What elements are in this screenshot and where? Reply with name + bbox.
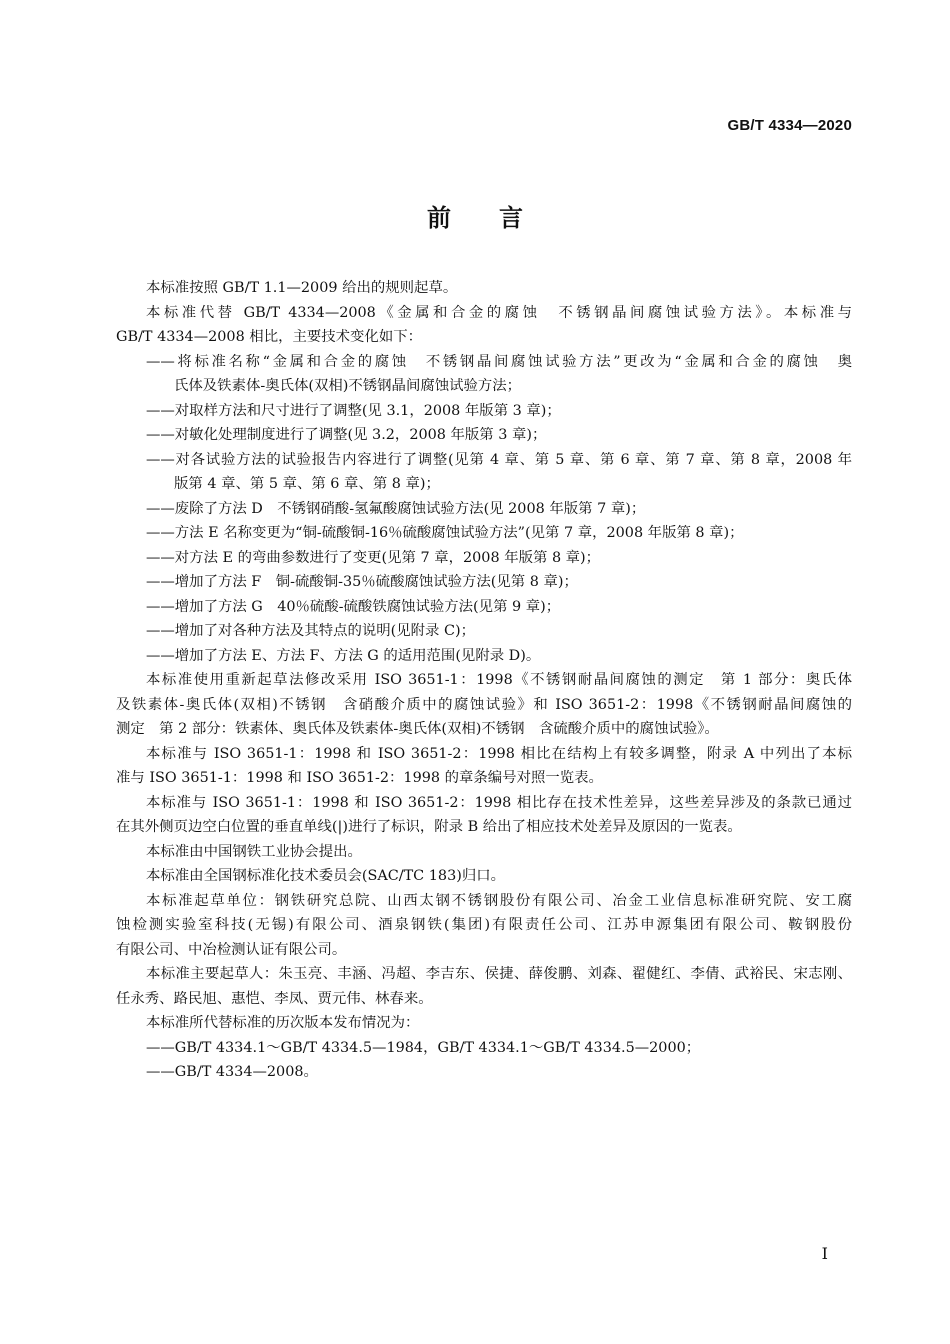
text-line: 在其外侧页边空白位置的垂直单线(|)进行了标识，附录 B 给出了相应技术处差异及原因的一览表。 bbox=[116, 819, 742, 835]
list-item: ——对各试验方法的试验报告内容进行了调整(见第 4 章、第 5 章、第 6 章、第 7 章、第 8 章，2008 年 bbox=[146, 451, 852, 468]
list-item: ——GB/T 4334.1～GB/T 4334.5—1984，GB/T 4334.1～GB/T 4334.5—2000； bbox=[146, 1039, 701, 1056]
text-line: 本标准起草单位：钢铁研究总院、山西太钢不锈钢股份有限公司、冶金工业信息标准研究院、安工腐 bbox=[146, 892, 852, 909]
standard-code: GB/T 4334—2020 bbox=[727, 117, 852, 134]
text-line: GB/T 4334—2008 相比，主要技术变化如下： bbox=[116, 329, 422, 345]
list-item: ——增加了对各种方法及其特点的说明(见附录 C)； bbox=[146, 623, 476, 639]
text-line: 本标准与 ISO 3651-1：1998 和 ISO 3651-2：1998 相比在结构上有较多调整，附录 A 中列出了本标 bbox=[146, 745, 852, 762]
text-line: 及铁素体-奥氏体(双相)不锈钢 含硝酸介质中的腐蚀试验》和 ISO 3651-2：1998《不锈钢耐晶间腐蚀的 bbox=[116, 696, 852, 713]
list-item: ——方法 E 名称变更为“铜-硫酸铜-16％硫酸腐蚀试验方法”(见第 7 章，2008 年版第 8 章)； bbox=[146, 525, 744, 541]
list-item: ——增加了方法 E、方法 F、方法 G 的适用范围(见附录 D)。 bbox=[146, 647, 541, 664]
text-line: 本标准由全国钢标准化技术委员会(SAC/TC 183)归口。 bbox=[146, 868, 506, 884]
list-item: ——对方法 E 的弯曲参数进行了变更(见第 7 章，2008 年版第 8 章)； bbox=[146, 549, 601, 566]
list-item: ——GB/T 4334—2008。 bbox=[146, 1064, 318, 1080]
list-item-cont: 氏体及铁素体-奥氏体(双相)不锈钢晶间腐蚀试验方法； bbox=[174, 378, 522, 394]
list-item: ——增加了方法 G 40％硫酸-硫酸铁腐蚀试验方法(见第 9 章)； bbox=[146, 598, 561, 615]
list-item: ——将标准名称“金属和合金的腐蚀 不锈钢晶间腐蚀试验方法”更改为“金属和合金的腐蚀 奥 bbox=[146, 353, 852, 370]
list-item: ——对敏化处理制度进行了调整(见 3.2，2008 年版第 3 章)； bbox=[146, 427, 547, 443]
list-item: ——废除了方法 D 不锈钢硝酸-氢氟酸腐蚀试验方法(见 2008 年版第 7 章)； bbox=[146, 500, 646, 517]
text-line: 本标准按照 GB/T 1.1—2009 给出的规则起草。 bbox=[146, 280, 458, 296]
list-item: ——增加了方法 F 铜-硫酸铜-35％硫酸腐蚀试验方法(见第 8 章)； bbox=[146, 574, 578, 590]
text-line: 本标准代替 GB/T 4334—2008《金属和合金的腐蚀 不锈钢晶间腐蚀试验方法》。本标准与 bbox=[146, 304, 852, 321]
text-line: 任永秀、路民旭、惠恺、李凤、贾元伟、林春来。 bbox=[116, 990, 433, 1007]
text-line: 本标准主要起草人：朱玉亮、丰涵、冯超、李吉东、侯捷、薛俊鹏、刘森、翟健红、李倩、武裕民、宋志刚、 bbox=[146, 966, 852, 982]
page-title: 前言 bbox=[427, 204, 571, 232]
list-item: ——对取样方法和尺寸进行了调整(见 3.1，2008 年版第 3 章)； bbox=[146, 402, 561, 419]
text-line: 准与 ISO 3651-1：1998 和 ISO 3651-2：1998 的章条编号对照一览表。 bbox=[116, 770, 603, 786]
text-line: 蚀检测实验室科技(无锡)有限公司、酒泉钢铁(集团)有限责任公司、江苏申源集团有限公司、鞍钢股份 bbox=[116, 917, 852, 933]
text-line: 有限公司、中冶检测认证有限公司。 bbox=[116, 941, 347, 958]
text-line: 本标准由中国钢铁工业协会提出。 bbox=[146, 843, 362, 860]
page-number: I bbox=[821, 1244, 828, 1263]
list-item-cont: 版第 4 章、第 5 章、第 6 章、第 8 章)； bbox=[174, 476, 440, 492]
text-line: 本标准所代替标准的历次版本发布情况为： bbox=[146, 1015, 420, 1031]
text-line: 本标准使用重新起草法修改采用 ISO 3651-1：1998《不锈钢耐晶间腐蚀的测定 第 1 部分：奥氏体 bbox=[146, 672, 852, 688]
foreword-body bbox=[116, 276, 852, 1085]
text-line: 本标准与 ISO 3651-1：1998 和 ISO 3651-2：1998 相比存在技术性差异，这些差异涉及的条款已通过 bbox=[146, 794, 852, 811]
text-line: 测定 第 2 部分：铁素体、奥氏体及铁素体-奥氏体(双相)不锈钢 含硫酸介质中的腐蚀试验》。 bbox=[116, 721, 719, 737]
